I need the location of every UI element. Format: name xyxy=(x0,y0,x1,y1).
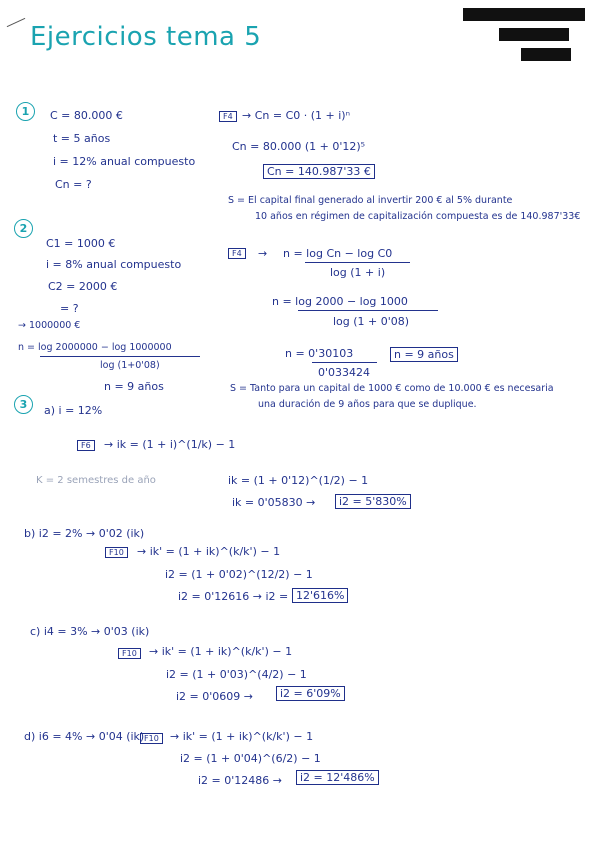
redaction-bar xyxy=(499,28,569,41)
ex1-conclusion-line-2: 10 años en régimen de capitalización compuesta es de 140.987'33€ xyxy=(255,211,581,222)
ex2-data-c2: C2 = 2000 € xyxy=(48,280,118,293)
page-title: Ejercicios tema 5 xyxy=(30,22,262,52)
ex2-sub-denominator: log (1 + 0'08) xyxy=(333,315,410,328)
ex1-data-time: t = 5 años xyxy=(53,132,111,145)
ex2-result: n = 9 años xyxy=(390,347,458,362)
ex3a-calc: ik = 0'05830 → xyxy=(232,496,316,509)
exercise-number-3: 3 xyxy=(14,395,33,414)
ex3c-formula-tag: F10 xyxy=(118,648,141,659)
ex3d-substitution: i2 = (1 + 0'04)^(6/2) − 1 xyxy=(180,752,321,765)
ex2-conclusion-line-2: una duración de 9 años para que se duplique. xyxy=(258,399,477,410)
ex3d-label: d) i6 = 4% → 0'04 (ik) xyxy=(24,730,145,743)
ex3a-note: K = 2 semestres de año xyxy=(36,475,156,486)
ex2-calc-denominator: 0'033424 xyxy=(318,366,371,379)
fraction-line xyxy=(298,310,438,311)
ex2-conclusion-line-1: S = Tanto para un capital de 1000 € como de 10.000 € es necesaria xyxy=(230,383,554,394)
ex3b-formula-tag: F10 xyxy=(105,547,128,558)
ex1-data-capital: C = 80.000 € xyxy=(50,109,123,122)
redaction-bar xyxy=(463,8,585,21)
ex2-formula-arrow: → xyxy=(258,247,268,260)
ex3b-substitution: i2 = (1 + 0'02)^(12/2) − 1 xyxy=(165,568,313,581)
fraction-line xyxy=(305,262,410,263)
ex1-data-unknown: Cn = ? xyxy=(55,178,92,191)
ex3c-substitution: i2 = (1 + 0'03)^(4/2) − 1 xyxy=(166,668,307,681)
ex3c-result: i2 = 6'09% xyxy=(276,686,345,701)
ex2-formula-numerator: n = log Cn − log C0 xyxy=(283,247,393,260)
ex1-formula-tag: F4 xyxy=(219,111,237,122)
ex3b-calc: i2 = 0'12616 → i2 = xyxy=(178,590,289,603)
ex2-sub-numerator: n = log 2000 − log 1000 xyxy=(272,295,408,308)
exercise-number-1: 1 xyxy=(16,102,35,121)
ex2-side-formula: n = log 2000000 − log 1000000 xyxy=(18,342,172,353)
corner-mark xyxy=(7,18,26,27)
ex3a-substitution: ik = (1 + 0'12)^(1/2) − 1 xyxy=(228,474,369,487)
ex2-formula-tag: F4 xyxy=(228,248,246,259)
fraction-line xyxy=(312,362,377,363)
ex2-side-result: n = 9 años xyxy=(104,380,164,393)
ex2-calc-numerator: n = 0'30103 xyxy=(285,347,354,360)
ex3d-calc: i2 = 0'12486 → xyxy=(198,774,282,787)
ex2-formula-denominator: log (1 + i) xyxy=(330,266,386,279)
ex2-data-rate: i = 8% anual compuesto xyxy=(46,258,182,271)
fraction-line xyxy=(40,356,200,357)
ex1-substitution: Cn = 80.000 (1 + 0'12)⁵ xyxy=(232,140,366,153)
ex3a-label: a) i = 12% xyxy=(44,404,103,417)
ex1-result: Cn = 140.987'33 € xyxy=(263,164,375,179)
ex2-side-denominator: log (1+0'08) xyxy=(100,360,160,371)
ex2-side-note: → 1000000 € xyxy=(18,320,81,331)
ex3a-formula: → ik = (1 + i)^(1/k) − 1 xyxy=(104,438,236,451)
ex3d-formula: → ik' = (1 + ik)^(k/k') − 1 xyxy=(170,730,314,743)
ex3c-label: c) i4 = 3% → 0'03 (ik) xyxy=(30,625,150,638)
ex2-data-c1: C1 = 1000 € xyxy=(46,237,116,250)
ex1-formula: → Cn = C0 · (1 + i)ⁿ xyxy=(242,109,350,122)
ex3d-formula-tag: F10 xyxy=(140,733,163,744)
ex3c-formula: → ik' = (1 + ik)^(k/k') − 1 xyxy=(149,645,293,658)
ex1-data-rate: i = 12% anual compuesto xyxy=(53,155,196,168)
ex2-data-unknown: = ? xyxy=(60,302,79,315)
ex3c-calc: i2 = 0'0609 → xyxy=(176,690,253,703)
ex1-conclusion-line-1: S = El capital final generado al invertir 200 € al 5% durante xyxy=(228,195,513,206)
ex3b-result: 12'616% xyxy=(292,588,348,603)
ex3b-formula: → ik' = (1 + ik)^(k/k') − 1 xyxy=(137,545,281,558)
redaction-bar xyxy=(521,48,571,61)
ex3a-result: i2 = 5'830% xyxy=(335,494,411,509)
ex3a-formula-tag: F6 xyxy=(77,440,95,451)
exercise-number-2: 2 xyxy=(14,219,33,238)
ex3b-label: b) i2 = 2% → 0'02 (ik) xyxy=(24,527,145,540)
ex3d-result: i2 = 12'486% xyxy=(296,770,379,785)
